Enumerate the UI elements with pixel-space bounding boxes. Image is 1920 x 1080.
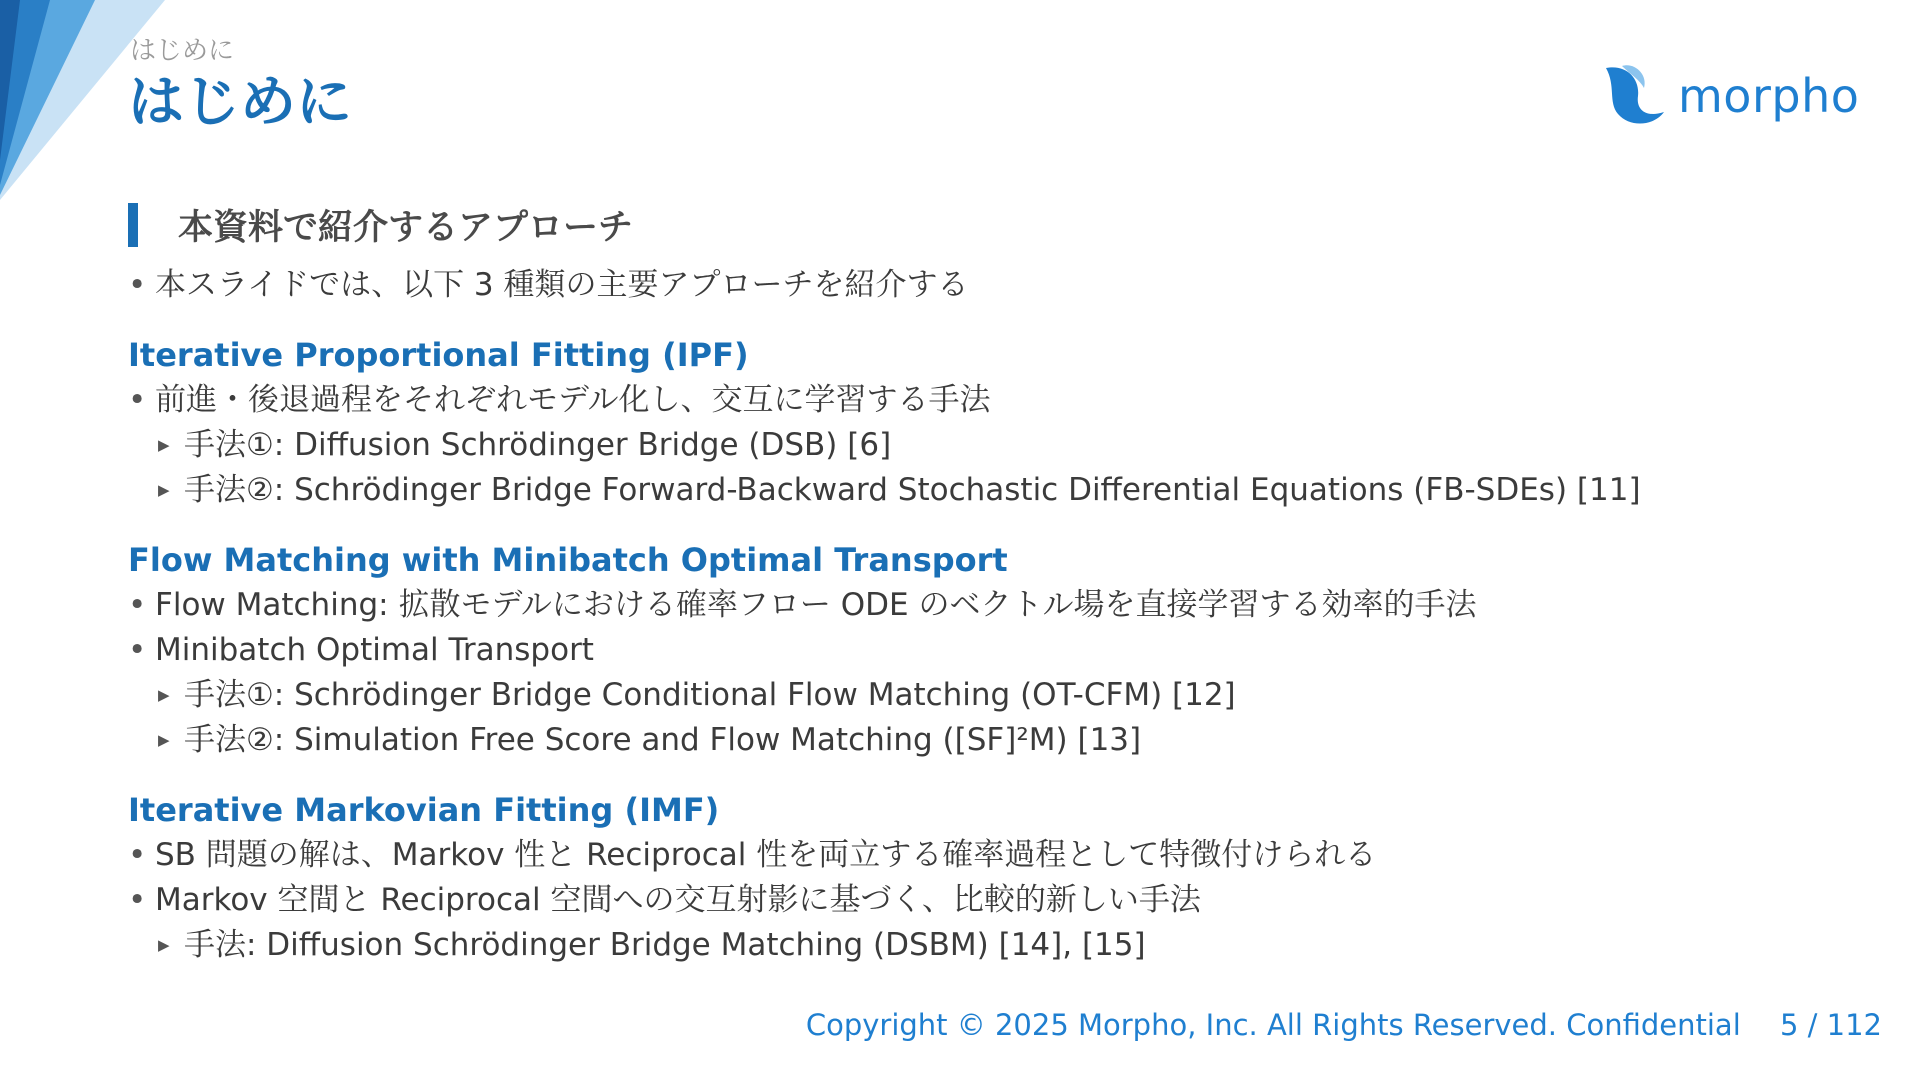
morpho-logo: [1600, 62, 1859, 130]
imf-heading: Iterative Markovian Fitting (IMF): [128, 791, 720, 829]
page-number: 5 / 112: [1779, 1008, 1882, 1042]
imf-bullet-2: • Markov 空間と Reciprocal 空間への交互射影に基づく、比較的新しい手法: [128, 878, 1788, 923]
triangle-bullet-icon: ▶: [158, 481, 170, 499]
imf-method-1-text: 手法: Diffusion Schrödinger Bridge Matching (DSBM) [14], [15]: [184, 927, 1146, 963]
footer: [806, 1008, 1882, 1042]
copyright-text: Copyright © 2025 Morpho, Inc. All Rights Reserved. Confidential: [805, 1008, 1741, 1042]
fm-bullet-2: • Minibatch Optimal Transport: [128, 628, 1788, 673]
triangle-bullet-icon: ▶: [158, 436, 170, 454]
section-heading: [128, 200, 633, 250]
ipf-bullet: • 前進・後退過程をそれぞれモデル化し、交互に学習する手法: [128, 378, 1788, 423]
ipf-method-2-text: 手法②: Schrödinger Bridge Forward-Backward Stochastic Differential Equations (FB-SDEs) [11]: [184, 472, 1641, 508]
intro-bullet: • 本スライドでは、以下 3 種類の主要アプローチを紹介する: [128, 263, 1788, 308]
triangle-bullet-icon: ▶: [158, 936, 170, 954]
triangle-bullet-icon: ▶: [158, 731, 170, 749]
fm-method-2-text: 手法②: Simulation Free Score and Flow Matching ([SF]²M) [13]: [184, 722, 1142, 758]
ipf-heading: Iterative Proportional Fitting (IPF): [128, 336, 749, 374]
fm-method-1: [128, 673, 1788, 718]
morpho-logo-icon: [1600, 62, 1672, 130]
breadcrumb: はじめに: [130, 36, 235, 66]
fm-bullet-1: • Flow Matching: 拡散モデルにおける確率フロー ODE のベクトル場を直接学習する効率的手法: [128, 583, 1788, 628]
ipf-method-1-text: 手法①: Diffusion Schrödinger Bridge (DSB) [6]: [184, 427, 892, 463]
slide-content: [128, 263, 1788, 968]
page-title: はじめに: [128, 70, 352, 135]
imf-bullet-1: • SB 問題の解は、Markov 性と Reciprocal 性を両立する確率過程として特徴付けられる: [128, 833, 1788, 878]
imf-method-1: [128, 923, 1788, 968]
section-bar: [128, 203, 138, 247]
section-title: 本資料で紹介するアプローチ: [178, 208, 634, 248]
ipf-method-1: [128, 423, 1788, 468]
triangle-bullet-icon: ▶: [158, 686, 170, 704]
logo-text: morpho: [1678, 69, 1860, 123]
ipf-method-2: [128, 468, 1788, 513]
fm-method-1-text: 手法①: Schrödinger Bridge Conditional Flow Matching (OT-CFM) [12]: [184, 677, 1236, 713]
fm-heading: Flow Matching with Minibatch Optimal Transport: [128, 541, 1008, 579]
fm-method-2: [128, 718, 1788, 763]
